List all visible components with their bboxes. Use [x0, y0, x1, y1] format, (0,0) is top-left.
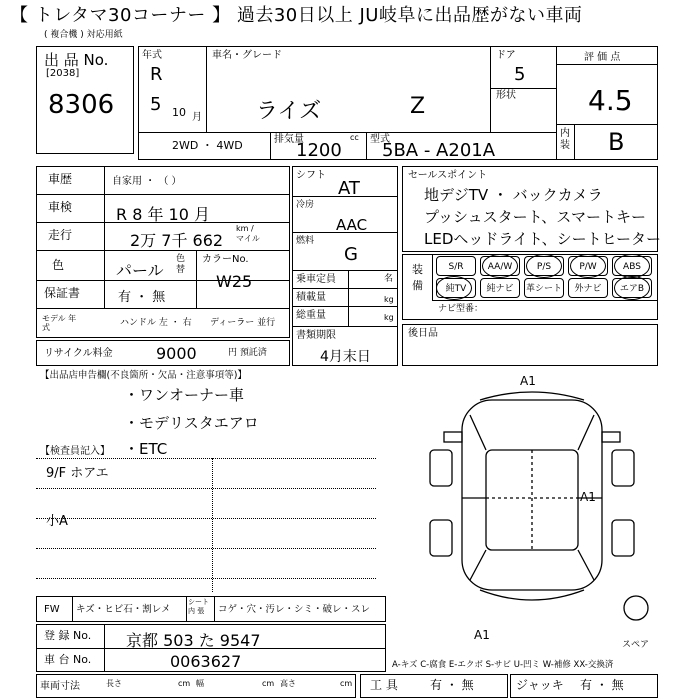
- navi-label: ナビ型番：: [438, 304, 484, 314]
- capacity-label: 乗車定員: [296, 274, 336, 285]
- size-width: 幅: [196, 679, 204, 688]
- equip-navi[interactable]: 純ナビ: [480, 278, 520, 298]
- doors-value: 5: [514, 64, 526, 85]
- load-unit: kg: [384, 295, 394, 304]
- check-scratch: キズ・ヒビ石・割レメ: [76, 604, 171, 615]
- size-height: 高さ: [280, 679, 296, 688]
- color-label: 色: [52, 258, 65, 272]
- damage-mark-front: A1: [520, 374, 536, 388]
- equip-sr[interactable]: S/R: [436, 256, 476, 276]
- interior-label: 内装: [560, 128, 570, 151]
- circle-ps: [526, 254, 562, 278]
- spec-table: [36, 166, 290, 338]
- later-box: [402, 324, 658, 366]
- color-code-label: カラーNo.: [202, 254, 249, 265]
- equip-ext-navi[interactable]: 外ナビ: [568, 278, 608, 298]
- size-label: 車両寸法: [40, 681, 80, 692]
- equip-tv[interactable]: 純TV: [436, 278, 476, 298]
- interior-value: B: [608, 128, 625, 156]
- jack-value: 有 ・ 無: [580, 678, 624, 692]
- score-value: 4.5: [588, 84, 633, 117]
- shift-label: シフト: [296, 170, 326, 181]
- docs-label: 書類期限: [296, 330, 336, 341]
- year-month: 10: [172, 106, 186, 119]
- capacity-unit: 名: [384, 274, 394, 284]
- warranty-label: 保証書: [44, 286, 81, 300]
- year-value: 5: [150, 94, 162, 115]
- color-sub-label: 色替: [176, 254, 186, 275]
- lot-number: 8306: [48, 90, 115, 120]
- top-note: ( 複合機 ) 対応用紙: [44, 30, 123, 40]
- recycle-value: 9000: [156, 344, 197, 363]
- load-label: 積載量: [296, 292, 326, 303]
- doors-label: ドア: [496, 50, 516, 61]
- size-unit-1: cm: [178, 679, 191, 688]
- equip-airbag[interactable]: エアB: [612, 278, 652, 298]
- seller-note-3: ・ETC: [124, 440, 168, 458]
- damage-mark-rear: A1: [474, 628, 490, 642]
- equipment-label: 装備: [412, 263, 423, 292]
- size-unit-3: cm: [340, 679, 353, 688]
- displacement-label: 排気量: [274, 134, 304, 145]
- chassis-label: 車 台 No.: [44, 653, 92, 666]
- later-label: 後日品: [408, 328, 438, 339]
- ac-value: AAC: [336, 216, 368, 234]
- fuel-value: G: [344, 244, 358, 265]
- size-length: 長さ: [106, 679, 122, 688]
- recycle-label: リサイクル料金: [44, 348, 113, 359]
- inspection-label: 車検: [48, 200, 73, 214]
- year-label: 年式: [142, 50, 162, 61]
- recycle-unit: 円 預託済: [228, 348, 267, 358]
- spare-label: スペア: [622, 640, 650, 650]
- car-grade: Z: [410, 94, 426, 119]
- shape-label: 形状: [496, 90, 516, 101]
- lot-sub: [2038]: [46, 68, 80, 79]
- sales-line-2: プッシュスタート、スマートキー: [424, 208, 647, 226]
- fuel-label: 燃料: [296, 236, 315, 246]
- seller-note-1: ・ワンオーナー車: [124, 386, 245, 404]
- damage-legend: A-キズ C-腐食 E-エクボ S-サビ U-凹ミ W-補修 XX-交換済: [392, 660, 614, 670]
- equip-leather[interactable]: 革シート: [524, 278, 564, 298]
- model-label: 型式: [370, 134, 390, 145]
- mileage-unit: km / マイル: [236, 224, 260, 243]
- shift-value: AT: [338, 178, 360, 199]
- displacement-unit: cc: [350, 133, 359, 142]
- circle-airbag: [614, 276, 650, 300]
- drive-label: 2WD ・ 4WD: [172, 139, 243, 152]
- inspector-note-1: 9/F ホアエ: [46, 466, 109, 481]
- check-burn: コゲ・穴・汚レ・シミ・破レ・スレ: [218, 604, 371, 615]
- car-diagram: [400, 370, 670, 630]
- registration-label: 登 録 No.: [44, 629, 92, 642]
- mileage-value: 2万 7千 662: [130, 231, 224, 250]
- jack-label: ジャッキ: [516, 678, 564, 692]
- circle-tv: [436, 276, 472, 300]
- tools-value: 有 ・ 無: [430, 678, 474, 692]
- circle-pw: [570, 254, 606, 278]
- sales-line-3: LEDヘッドライト、シートヒーター: [424, 230, 661, 248]
- ac-label: 冷房: [296, 200, 315, 210]
- inspector-note-2: 小A: [46, 514, 68, 529]
- sales-line-1: 地デジTV ・ バックカメラ: [424, 186, 603, 204]
- chassis-value: 0063627: [170, 652, 242, 671]
- weight-unit: kg: [384, 313, 394, 322]
- dealer-label: ディーラー 並行: [210, 318, 276, 328]
- weight-label: 総重量: [296, 310, 326, 321]
- color-code: W25: [216, 272, 253, 291]
- equip-abs[interactable]: ABS: [612, 256, 652, 276]
- year-month-unit: 月: [192, 112, 202, 123]
- color-value: パール: [116, 261, 164, 280]
- circle-abs: [614, 254, 650, 278]
- seller-notes-label: 【出品店申告欄(不良箇所・欠品・注意事項等)】: [40, 370, 247, 381]
- car-name: ライズ: [256, 99, 322, 124]
- score-label: 評 価 点: [584, 52, 621, 63]
- seller-note-2: ・モデリスタエアロ: [124, 414, 259, 432]
- displacement-value: 1200: [296, 140, 342, 161]
- handle-label: ハンドル 左 ・ 右: [120, 318, 192, 328]
- size-unit-2: cm: [262, 679, 275, 688]
- equip-ps[interactable]: P/S: [524, 256, 564, 276]
- equip-pw[interactable]: P/W: [568, 256, 608, 276]
- history-label: 車歴: [48, 172, 73, 186]
- model-year-label: モデル 年 式: [42, 314, 77, 332]
- equip-aaw[interactable]: AA/W: [480, 256, 520, 276]
- warranty-value: 有 ・ 無: [118, 290, 166, 305]
- mileage-label: 走行: [48, 228, 73, 242]
- circle-aaw: [482, 254, 518, 278]
- tools-label: 工 具: [370, 678, 398, 692]
- damage-mark-side: A1: [580, 490, 596, 504]
- inspector-label: 【検査員記入】: [40, 446, 110, 457]
- car-label: 車名・グレード: [212, 50, 282, 61]
- history-value: 自家用 ・ （ ）: [112, 176, 182, 187]
- registration-value: 京都 503 た 9547: [126, 631, 261, 650]
- inspection-value: R 8 年 10 月: [116, 205, 211, 224]
- check-seat: シート 内 張: [188, 598, 209, 615]
- sales-label: セールスポイント: [408, 170, 488, 181]
- check-fw: FW: [44, 604, 60, 615]
- page-banner: 【 トレタマ30コーナー 】 過去30日以上 JU岐阜に出品歴がない車両: [0, 0, 700, 32]
- docs-value: 4月末日: [320, 349, 371, 365]
- lot-label: 出 品 No.: [44, 51, 109, 69]
- year-era: R: [150, 64, 163, 85]
- model-value: 5BA - A201A: [382, 140, 496, 161]
